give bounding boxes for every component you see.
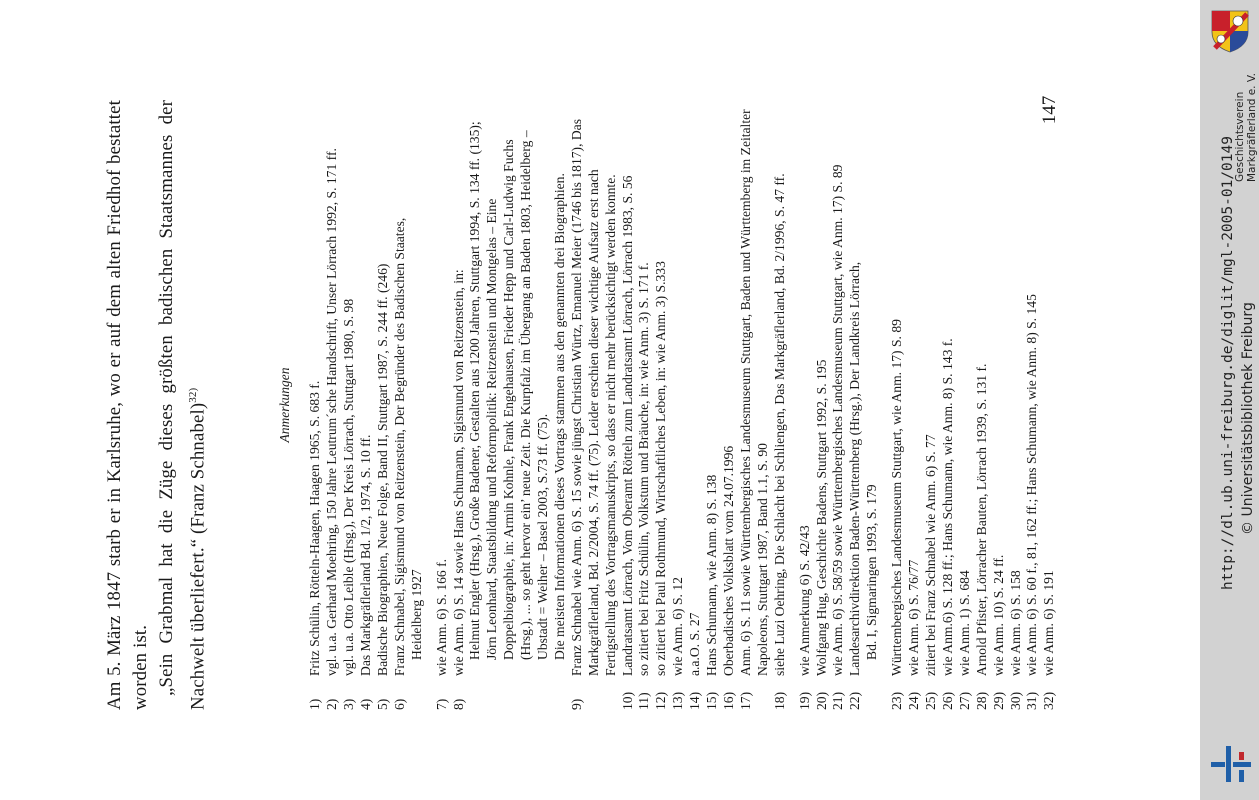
note-number: 24) [906, 691, 922, 710]
note-number: 15) [704, 691, 720, 710]
body-paragraph-2 [154, 100, 211, 710]
note-item [307, 100, 324, 710]
note-number: 25) [922, 691, 938, 710]
note-main-text: vgl. u.a. Gerhard Moehring, 150 Jahre Leutrum´sche Handschrift, Unser Lörrach 1992, S. 171 ff. [324, 148, 340, 676]
page-number-text: 147 [1039, 95, 1060, 125]
note-main-text: wie Anm. 6) S. 191 [1041, 570, 1057, 676]
note-number: 8) [450, 698, 466, 710]
note-main-text: zitiert bei Franz Schnabel wie Anm. 6) S. 77 [922, 434, 938, 676]
note-item [772, 100, 789, 710]
note-text [341, 100, 358, 676]
note-continuation: Die meisten Informationen dieses Vortrags stammen aus den genannten drei Biographien. [551, 173, 567, 660]
note-continuation: Bd. I, Sigmaringen 1993, S. 179 [864, 484, 880, 660]
note-text [636, 100, 653, 676]
note-item [341, 100, 358, 710]
notes-list [307, 100, 1058, 710]
note-text [687, 100, 704, 676]
note-text [991, 100, 1008, 676]
note-main-text: vgl. u.a. Otto Leible (Hrsg.), Der Kreis Lörrach, Stuttgart 1980, S. 98 [341, 298, 357, 676]
note-number: 26) [939, 691, 955, 710]
note-item [375, 100, 392, 710]
note-number: 28) [973, 691, 989, 710]
note-text [1041, 100, 1058, 676]
note-main-text: wie Anm. 6) S. 12 [670, 577, 686, 676]
note-text [392, 100, 426, 676]
note-number: 23) [889, 691, 905, 710]
note-item [358, 100, 375, 710]
note-number: 18) [771, 691, 787, 710]
note-main-text: a.a.O. S. 27 [687, 612, 703, 676]
note-text [974, 100, 991, 676]
note-text [738, 100, 772, 676]
note-main-text: wie Anm. 10) S. 24 ff. [990, 554, 1006, 676]
note-number: 11) [636, 692, 652, 710]
note-text [670, 100, 687, 676]
body-paragraph-1: Am 5. März 1847 starb er in Karlsruhe, wo er auf dem alten Friedhof bestattet worden ist. [104, 100, 151, 710]
note-item [392, 100, 426, 710]
note-text [569, 100, 620, 676]
note-number: 30) [1007, 691, 1023, 710]
note-item [653, 100, 670, 710]
note-text [653, 100, 670, 676]
note-text [814, 100, 831, 676]
note-number: 16) [721, 691, 737, 710]
note-item [957, 100, 974, 710]
note-number: 2) [324, 698, 340, 710]
note-main-text: wie Anm. 1) S. 684 [956, 570, 972, 676]
note-number: 13) [670, 691, 686, 710]
note-main-text: Landratsamt Lörrach, Vom Oberamt Rötteln zum Landratsamt Lörrach, Lörrach 1983, S. 56 [619, 175, 635, 676]
page-number [1030, 95, 1070, 139]
note-number: 1) [307, 698, 323, 710]
note-main-text: wie Anm.6) S. 128 ff.; Hans Schumann, wie Anm. 8) S. 143 f. [939, 338, 955, 676]
note-main-text: so zitiert bei Fritz Schülin, Volkstum und Bräuche, in: wie Anm. 3) S. 171 f. [636, 262, 652, 676]
coat-of-arms-icon [1207, 8, 1253, 54]
note-item [991, 100, 1008, 710]
note-item [434, 100, 451, 710]
note-text [797, 100, 814, 676]
note-item [738, 100, 772, 710]
note-item [940, 100, 957, 710]
note-item [721, 100, 738, 710]
note-text [957, 100, 974, 676]
note-text [704, 100, 721, 676]
note-item [906, 100, 923, 710]
note-main-text: Das Markgräflerland Bd. 1/2, 1974, S. 10 ff. [357, 434, 373, 676]
note-text [358, 100, 375, 676]
note-item [1024, 100, 1041, 710]
note-item [687, 100, 704, 710]
note-item [569, 100, 620, 710]
note-main-text: siehe Luzi Oehring, Die Schlacht bei Schliengen, Das Markgräflerland, Bd. 2/1996, S. 47 ff. [771, 173, 787, 676]
note-main-text: wie Anm. 6) S. 158 [1007, 570, 1023, 676]
note-main-text: Anm. 6) S. 11 sowie Württembergisches Landesmuseum Stuttgart, Baden und Württemberg im Zeitalter Napoleons, Stuttgart 1987, Band 1.1, S. 90 [737, 109, 770, 676]
note-item [830, 100, 847, 710]
note-item [889, 100, 906, 710]
note-text [1024, 100, 1041, 676]
note-main-text: wie Anm. 6) S. 166 f. [433, 558, 449, 676]
note-number: 32) [1041, 691, 1057, 710]
note-text [721, 100, 738, 676]
note-text [923, 100, 940, 676]
note-continuation: Helmut Engler (Hrsg.), Große Badener, Gestalten aus 1200 Jahren, Stuttgart 1994, S. 134 ff. (135); Jörn Leonhard, Staatsbildung und Reformpolitik: Reitzenstein und Montgelas – Eine Doppelbiographie, in: Armin Kohnle, Frank Engehausen, Frieder Hepp und Carl-Ludwig Fuchs (Hrsg.), ... so geht hervor ein’ neue Zeit. Die Kurpfalz im Übergang an Baden 1803, Heidelberg – Ubstadt = Weiher – Basel 2003, S.73 ff. (75). [467, 121, 551, 660]
note-item [1008, 100, 1025, 710]
note-main-text: Wolfgang Hug, Geschichte Badens, Stuttgart 1992, S. 195 [813, 359, 829, 676]
note-number: 17) [737, 691, 753, 710]
note-text [324, 100, 341, 676]
note-main-text: wie Anm. 6) S. 60 f., 81, 162 ff.; Hans Schumann, wie Anm. 8) S. 145 [1024, 294, 1040, 676]
note-number: 29) [990, 691, 1006, 710]
note-main-text: Franz Schnabel wie Anm. 6) S. 15 sowie jüngst Christian Würtz, Emanuel Meier (1746 bis 1817), Das Markgräflerland, Bd. 2/2004, S. 74 ff. (75). Leider erschien dieser wichtige Aufsatz erst nach Fertigstellung des Vortragsmanuskripts, so dass er nicht mehr berücksichtigt werden konnte. [568, 118, 618, 676]
note-text [1008, 100, 1025, 676]
page-content [102, 100, 1082, 710]
note-text [940, 100, 957, 676]
note-number: 5) [374, 698, 390, 710]
note-number: 3) [341, 698, 357, 710]
note-text [772, 100, 789, 676]
society-name-line2: Markgräflerland e. V. [1246, 72, 1258, 182]
note-main-text: wie Anm. 6) S. 58/59 sowie Württembergisches Landesmuseum Stuttgart, wie Anm. 17) S. 89 [830, 164, 846, 676]
note-text [889, 100, 906, 676]
note-item [797, 100, 814, 710]
note-gap [881, 100, 889, 710]
note-number: 9) [568, 698, 584, 710]
note-main-text: Oberbadisches Volksblatt vom 24.07.1996 [721, 445, 737, 676]
note-text [906, 100, 923, 676]
footnote-ref: 32) [187, 387, 199, 403]
note-text [847, 100, 881, 676]
note-text [830, 100, 847, 676]
note-main-text: wie Anm. 6) S. 76/77 [906, 559, 922, 676]
note-gap [789, 100, 797, 710]
note-main-text: Franz Schnabel, Sigismund von Reitzenstein, Der Begründer des Badischen Staates, [391, 217, 407, 676]
note-item [670, 100, 687, 710]
note-number: 12) [653, 691, 669, 710]
note-number: 7) [433, 698, 449, 710]
note-number: 6) [391, 698, 407, 710]
note-main-text: so zitiert bei Paul Rothmund, Wirtschaftliches Leben, in: wie Anm. 3) S.333 [653, 261, 669, 676]
note-text [375, 100, 392, 676]
note-item [324, 100, 341, 710]
note-main-text: wie Anm. 6) S. 14 sowie Hans Schumann, Sigismund von Reitzenstein, in: [450, 269, 466, 676]
note-main-text: Landesarchivdirektion Baden-Württemberg (Hrsg.), Der Landkreis Lörrach, [847, 261, 863, 676]
note-text [451, 100, 569, 676]
note-text [307, 100, 324, 676]
note-main-text: Badische Biographien, Neue Folge, Band II, Stuttgart 1987, S. 244 ff. (246) [374, 263, 390, 676]
note-number: 21) [830, 691, 846, 710]
note-main-text: Württembergisches Landesmuseum Stuttgart, wie Anm. 17) S. 89 [889, 319, 905, 676]
note-number: 27) [956, 691, 972, 710]
society-name-line1: Geschichtsverein [1234, 91, 1246, 182]
note-item [620, 100, 637, 710]
note-main-text: Hans Schumann, wie Anm. 8) S. 138 [704, 474, 720, 676]
note-main-text: Arnold Pfister, Lörracher Bauten, Lörrach 1939, S. 131 f. [973, 363, 989, 676]
note-gap [426, 100, 434, 710]
note-number: 14) [687, 691, 703, 710]
note-main-text: Fritz Schülin, Rötteln-Haagen, Haagen 1965, S. 683 f. [307, 380, 323, 676]
note-item [636, 100, 653, 710]
quote-text: „Sein Grabmal hat die Züge dieses größten badischen Staatsmannes der Nachwelt überliefert.“ (Franz Schnabel) [156, 100, 209, 710]
note-text [620, 100, 637, 676]
note-number: 19) [796, 691, 812, 710]
note-item [814, 100, 831, 710]
note-number: 20) [813, 691, 829, 710]
note-number: 4) [357, 698, 373, 710]
note-number: 10) [619, 691, 635, 710]
note-item [923, 100, 940, 710]
note-item [451, 100, 569, 710]
note-item [847, 100, 881, 710]
note-number: 22) [847, 691, 863, 710]
note-number: 31) [1024, 691, 1040, 710]
note-item [1041, 100, 1058, 710]
ub-freiburg-logo-icon [1209, 744, 1253, 784]
note-main-text: wie Anmerkung 6) S. 42/43 [796, 525, 812, 676]
source-url-link[interactable]: http://dl.ub.uni-freiburg.de/diglit/mgl-2005-01/0149 [1220, 136, 1236, 590]
library-copyright: © Universitätsbibliothek Freiburg [1240, 302, 1256, 535]
note-text [434, 100, 451, 676]
annotations-heading: Anmerkungen [277, 367, 293, 443]
note-item [704, 100, 721, 710]
note-item [974, 100, 991, 710]
note-continuation: Heidelberg 1927 [408, 569, 424, 660]
